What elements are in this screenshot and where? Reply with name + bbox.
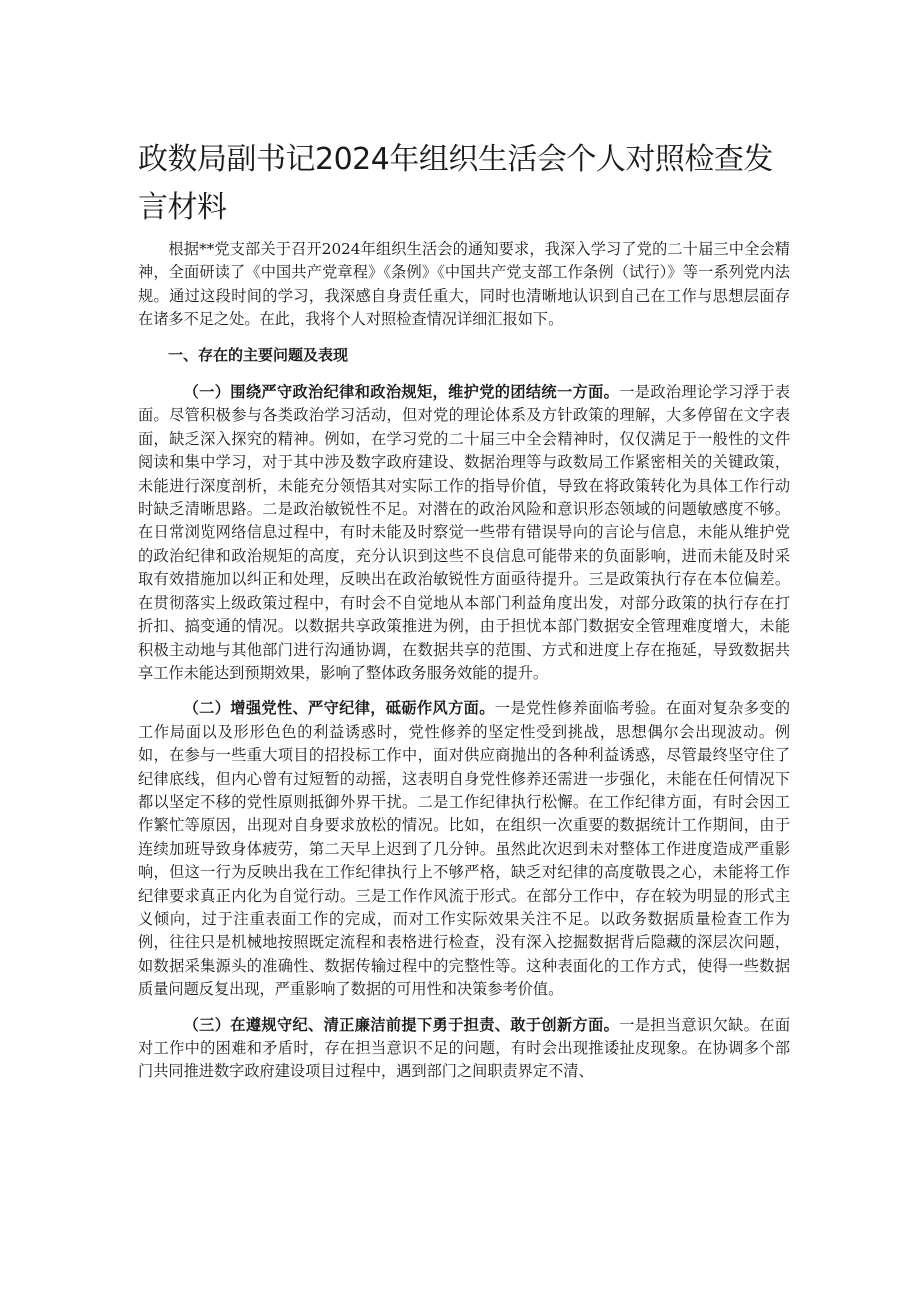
item-text-1: 一是政治理论学习浮于表面。尽管积极参与各类政治学习活动，但对党的理论体系及方针政策的理解，大多停留在文字表面，缺乏深入探究的精神。例如，在学习党的二十届三中全会精神时，仅仅满足于一般性的文件阅读和集中学习，对于其中涉及数字政府建设、数据治理等与政数局工作紧密相关的关键政策，未能进行深度剖析，未能充分领悟其对实际工作的指导价值，导致在将政策转化为具体工作行动时缺乏清晰思路。二是政治敏锐性不足。对潜在的政治风险和意识形态领域的问题敏感度不够。在日常浏览网络信息过程中，有时未能及时察觉一些带有错误导向的言论与信息，未能从维护党的政治纪律和政治规矩的高度，充分认识到这些不良信息可能带来的负面影响，进而未能及时采取有效措施加以纠正和处理，反映出在政治敏锐性方面亟待提升。三是政策执行存在本位偏差。在贯彻落实上级政策过程中，有时会不自觉地从本部门利益角度出发，对部分政策的执行存在打折扣、搞变通的情况。以数据共享政策推进为例，由于担忧本部门数据安全管理难度增大，未能积极主动地与其他部门进行沟通协调，在数据共享的范围、方式和进度上存在拖延，导致数据共享工作未能达到预期效果，影响了整体政务服务效能的提升。 (138, 383, 791, 682)
item-paragraph-2 (138, 697, 790, 1001)
item-heading-2: （二）增强党性、严守纪律，砥砺作风方面。 (183, 699, 495, 718)
item-paragraph-3 (138, 1014, 790, 1084)
item-text-2: 一是党性修养面临考验。在面对复杂多变的工作局面以及形形色色的利益诱惑时，党性修养的坚定性受到挑战，思想偶尔会出现波动。例如，在参与一些重大项目的招投标工作中，面对供应商抛出的各种利益诱惑，尽管最终坚守住了纪律底线，但内心曾有过短暂的动摇，这表明自身党性修养还需进一步强化，未能在任何情况下都以坚定不移的党性原则抵御外界干扰。二是工作纪律执行松懈。在工作纪律方面，有时会因工作繁忙等原因，出现对自身要求放松的情况。比如，在组织一次重要的数据统计工作期间，由于连续加班导致身体疲劳，第二天早上迟到了几分钟。虽然此次迟到未对整体工作进度造成严重影响，但这一行为反映出我在工作纪律执行上不够严格，缺乏对纪律的高度敬畏之心，未能将工作纪律要求真正内化为自觉行动。三是工作作风流于形式。在部分工作中，存在较为明显的形式主义倾向，过于注重表面工作的完成，而对工作实际效果关注不足。以政务数据质量检查工作为例，往往只是机械地按照既定流程和表格进行检查，没有深入挖掘数据背后隐藏的深层次问题，如数据采集源头的准确性、数据传输过程中的完整性等。这种表面化的工作方式，使得一些数据质量问题反复出现，严重影响了数据的可用性和决策参考价值。 (138, 699, 791, 999)
item-heading-3: （三）在遵规守纪、清正廉洁前提下勇于担责、敢于创新方面。 (183, 1015, 620, 1034)
document-body (138, 238, 790, 1096)
section-heading: 一、存在的主要问题及表现 (168, 345, 349, 364)
document-title: 政数局副书记2024年组织生活会个人对照检查发言材料 (138, 142, 773, 225)
item-heading-1: （一）围绕严守政治纪律和政治规矩，维护党的团结统一方面。 (183, 383, 620, 402)
intro-paragraph: 根据**党支部关于召开2024年组织生活会的通知要求，我深入学习了党的二十届三中全会精神，全面研读了《中国共产党章程》《条例》《中国共产党支部工作条例（试行）》等一系列党内法规。通过这段时间的学习，我深感自身责任重大，同时也清晰地认识到自己在工作与思想层面存在诸多不足之处。在此，我将个人对照检查情况详细汇报如下。 (138, 240, 790, 329)
item-text-3: 一是担当意识欠缺。在面对工作中的困难和矛盾时，存在担当意识不足的问题，有时会出现推诿扯皮现象。在协调多个部门共同推进数字政府建设项目过程中，遇到部门之间职责界定不清、 (138, 1015, 791, 1081)
item-paragraph-1 (138, 381, 790, 685)
